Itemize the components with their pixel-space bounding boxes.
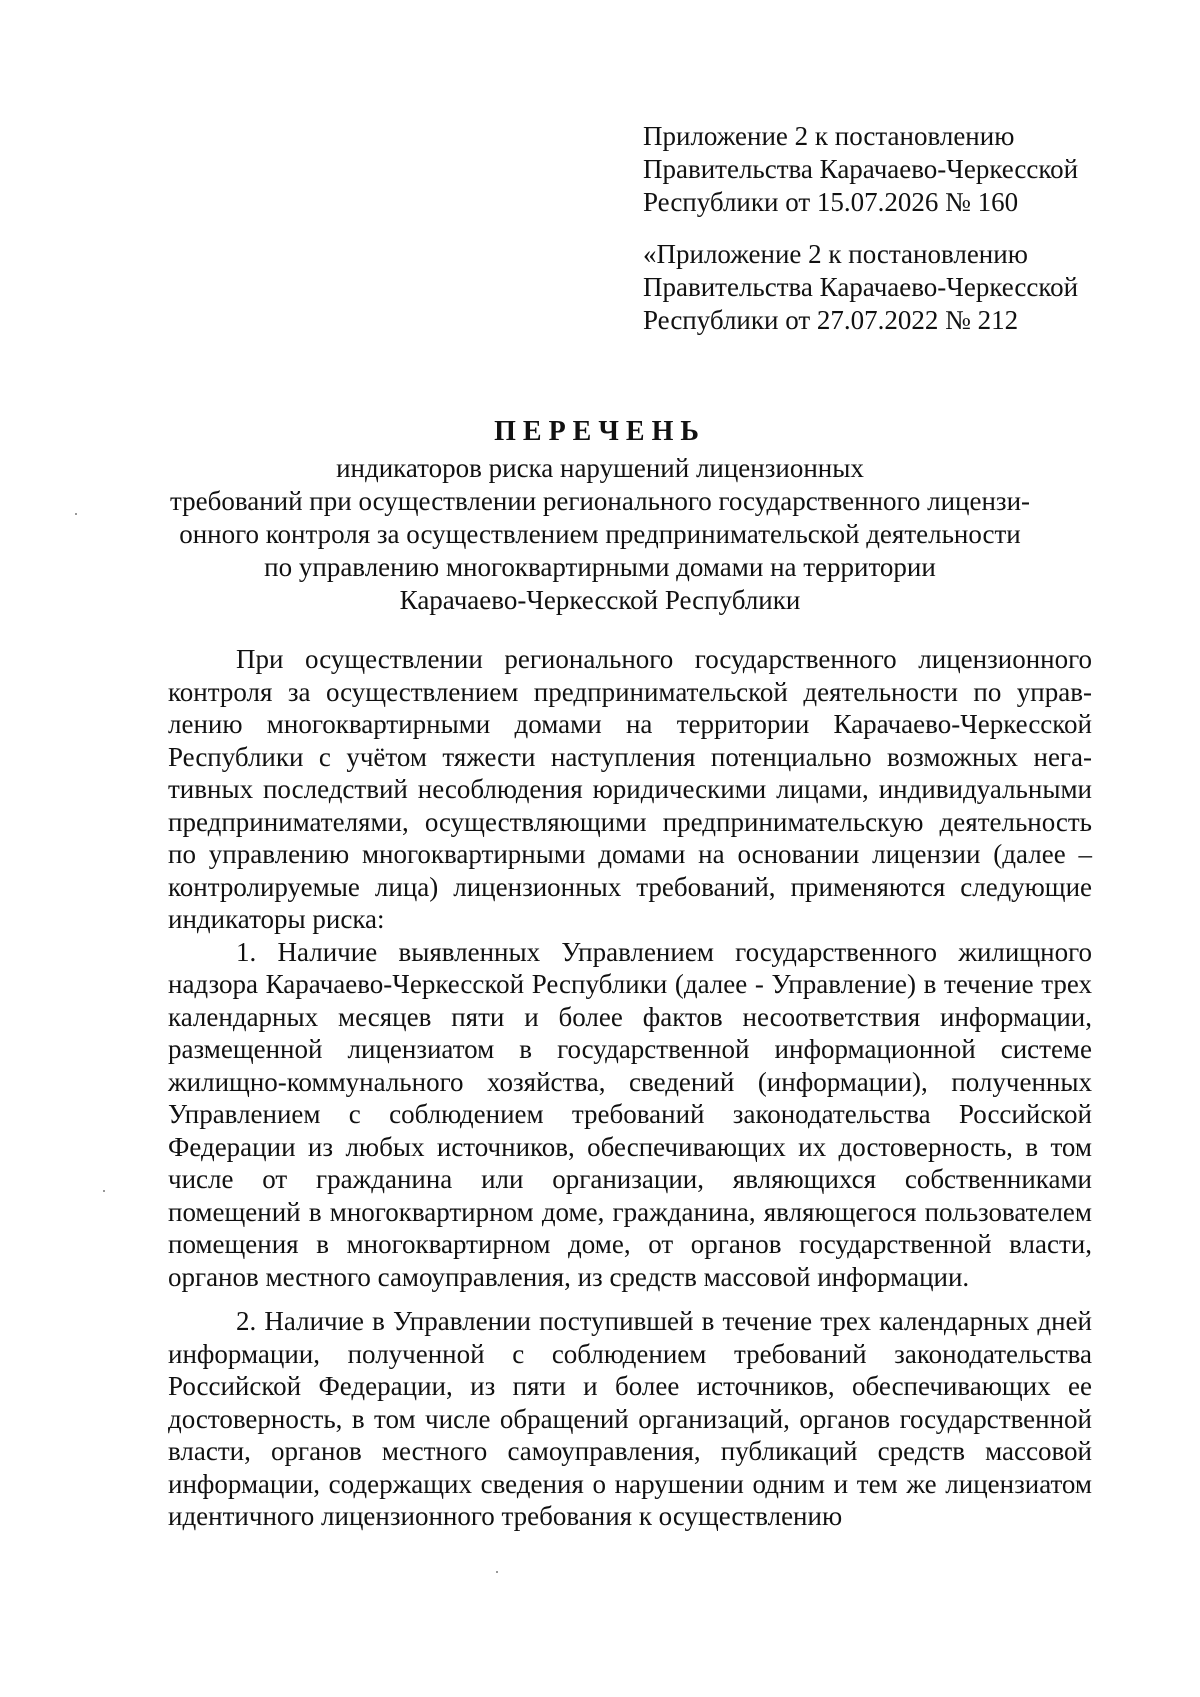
document-title-block	[100, 415, 1100, 617]
document-subtitle-line: онного контроля за осуществлением предпринимательской деятельности	[179, 519, 1021, 549]
appendix-new-line-1: Приложение 2 к постановлению	[643, 121, 1015, 151]
appendix-new-line-3: Республики от 15.07.2026 № 160	[643, 187, 1019, 217]
appendix-new-line-2: Правительства Карачаево-Черкесской	[643, 154, 1079, 184]
appendix-old-line-2: Правительства Карачаево-Черкесской	[643, 272, 1079, 302]
appendix-reference-original	[643, 238, 1078, 337]
scan-speck	[75, 513, 77, 515]
document-body	[168, 643, 1092, 1533]
document-subtitle-line: Карачаево-Черкесской Республики	[399, 585, 801, 615]
appendix-old-line-3: Республики от 27.07.2022 № 212	[643, 305, 1019, 335]
scan-speck	[103, 1190, 105, 1192]
risk-indicator-item-1: 1. Наличие выявленных Управлением государственного жилищного надзора Карачаево-Черкесской Республики (далее - Управление) в течение трех календарных месяцев пяти и более фактов несоответствия информации, размещенной лицензиатом в государственной информационной системе жилищно-коммунального хозяйства, сведений (информации), полученных Управлением с соблюдением требований законодательства Российской Федерации из любых источников, обеспечивающих их достоверность, в том числе от гражданина или организации, являющихся собственниками помещений в многоквартирном доме, гражданина, являющегося пользователем помещения в многоквартирном доме, от органов государственной власти, органов местного самоуправления, из средств массовой информации.	[168, 936, 1092, 1292]
risk-indicator-item-2: 2. Наличие в Управлении поступившей в течение трех календарных дней информации, полученной с соблюдением требований законодательства Российской Федерации, из пяти и более источников, обеспечивающих ее достоверность, в том числе обращений организаций, органов государственной власти, органов местного самоуправления, публикаций средств массовой информации, содержащих сведения о нарушении одним и тем же лицензиатом идентичного лицензионного требования к осуществлению	[168, 1306, 1092, 1531]
intro-paragraph: При осуществлении регионального государственного лицензионного контроля за осуществлением предпринимательской деятельности по управлению многоквартирными домами на территории Карачаево-Черкесской Республики с учётом тяжести наступления потенциально возможных негативных последствий несоблюдения юридическими лицами, индивидуальными предпринимателями, осуществляющими предпринимательскую деятельность по управлению многоквартирными домами на основании лицензии (далее – контролируемые лица) лицензионных требований, применяются следующие индикаторы риска:	[168, 644, 1092, 934]
appendix-reference-new	[643, 120, 1078, 219]
document-subtitle-line: по управлению многоквартирными домами на территории	[264, 552, 936, 582]
appendix-old-line-1: «Приложение 2 к постановлению	[643, 239, 1028, 269]
scan-speck	[496, 1571, 498, 1573]
document-title: ПЕРЕЧЕНЬ	[494, 416, 706, 447]
document-subtitle-line: требований при осуществлении регионального государственного лицензи-	[169, 486, 1031, 516]
document-subtitle-line: индикаторов риска нарушений лицензионных	[336, 453, 864, 483]
